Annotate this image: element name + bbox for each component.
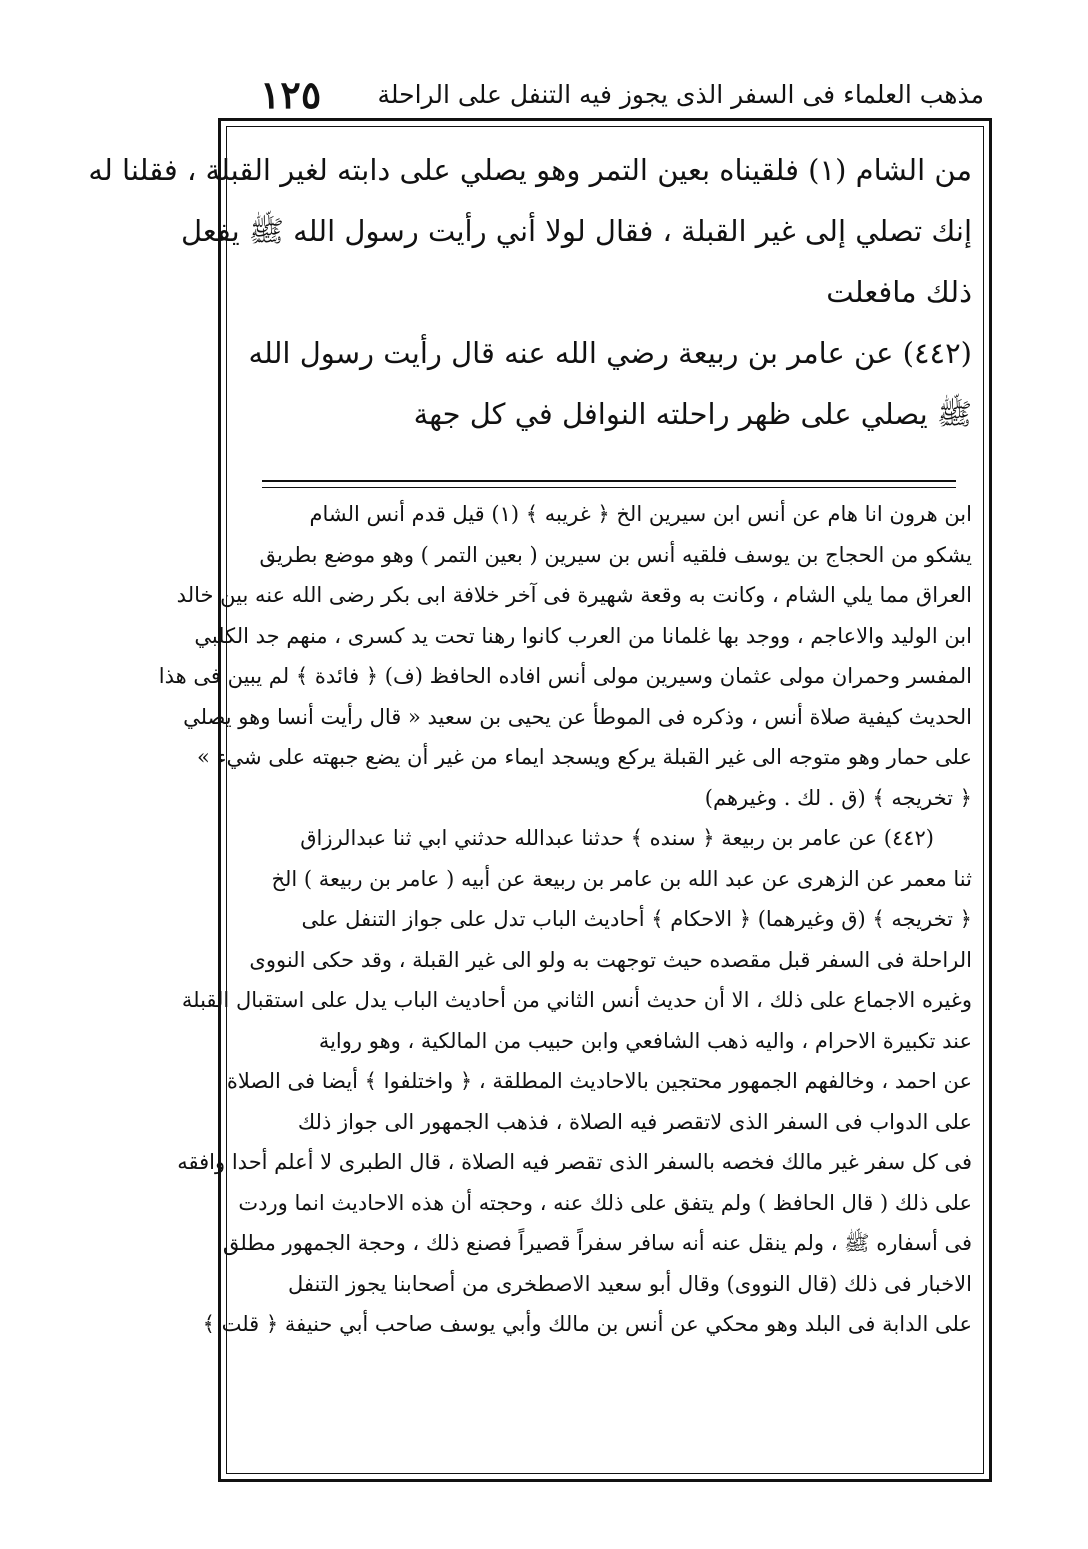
section-separator — [262, 480, 956, 488]
commentary-line: ﴿ تخريجه ﴾ (ق . لك . وغيرهم) — [704, 785, 972, 810]
commentary-line: على ذلك ( قال الحافظ ) ولم يتفق على ذلك عنه ، وحجته أن هذه الاحاديث انما وردت — [238, 1190, 972, 1215]
page-header — [226, 60, 984, 120]
commentary-section — [158, 494, 972, 1345]
commentary-line: على حمار وهو متوجه الى غير القبلة يركع ويسجد ايماء من غير أن يضع جبهته على شيء » — [197, 745, 972, 769]
commentary-line: عن احمد ، وخالفهم الجمهور محتجين بالاحاديث المطلقة ، ﴿ واختلفوا ﴾ أيضا فى الصلاة — [226, 1069, 972, 1093]
commentary-line: وغيره الاجماع على ذلك ، الا أن حديث أنس الثاني من أحاديث الباب يدل على استقبال القبلة — [181, 988, 972, 1012]
commentary-line: على الدابة فى البلد وهو محكي عن أنس بن مالك وأبي يوسف صاحب أبي حنيفة ﴿ قلت ﴾ — [202, 1312, 972, 1336]
commentary-line: ثنا معمر عن الزهرى عن عبد الله بن عامر بن ربيعة عن أبيه ( عامر بن ربيعة ) الخ — [271, 866, 972, 891]
commentary-line: الحديث كيفية صلاة أنس ، وذكره فى الموطأ عن يحيى بن سعيد « قال رأيت أنسا وهو يصلي — [183, 704, 972, 729]
commentary-line: ابن الوليد والاعاجم ، ووجد بها غلمانا من العرب كانوا رهنا تحت يد كسرى ، منهم جد الكلبي — [194, 623, 972, 648]
commentary-line: ﴿ تخريجه ﴾ (ق وغيرهما) ﴿ الاحكام ﴾ أحاديث الباب تدل على جواز التنفل على — [301, 907, 972, 931]
commentary-line: العراق مما يلي الشام ، وكانت به وقعة شهيرة فى آخر خلافة ابى بكر رضى الله عنه بين خالد — [176, 583, 972, 607]
running-title: مذهب العلماء فى السفر الذى يجوز فيه التنفل على الراحلة — [377, 80, 984, 109]
commentary-line: المفسر وحمران مولى عثمان وسيرين مولى أنس افاده الحافظ (ف) ﴿ فائدة ﴾ لم يبين فى هذا — [158, 664, 972, 688]
commentary-line: (٤٤٢) عن عامر بن ربيعة ﴿ سنده ﴾ حدثنا عبدالله حدثني ابي ثنا عبدالرزاق — [300, 826, 934, 850]
page-number: ١٢٥ — [260, 72, 322, 117]
commentary-line: فى كل سفر غير مالك فخصه بالسفر الذى تقصر فيه الصلاة ، قال الطبرى لا أعلم أحدا وافقه — [177, 1150, 972, 1174]
commentary-line: عند تكبيرة الاحرام ، واليه ذهب الشافعي وابن حبيب من المالكية ، وهو رواية — [318, 1028, 972, 1053]
commentary-line: ابن هرون انا هام عن أنس ابن سيرين الخ ﴿ غريبه ﴾ (١) قيل قدم أنس الشام — [309, 502, 972, 526]
hadith-line: إنك تصلي إلى غير القبلة ، فقال لولا أني رأيت رسول الله ﷺ يفعل — [180, 214, 972, 248]
commentary-line: يشكو من الحجاج بن يوسف فلقيه أنس بن سيرين ( بعين التمر ) وهو موضع بطريق — [259, 542, 972, 567]
hadith-line: ذلك مافعلت — [826, 275, 972, 309]
hadith-line: ﷺ يصلي على ظهر راحلته النوافل في كل جهة — [413, 397, 972, 431]
commentary-line: فى أسفاره ﷺ ، ولم ينقل عنه أنه سافر سفراً قصيراً فصنع ذلك ، وحجة الجمهور مطلق — [222, 1231, 972, 1255]
hadith-line: من الشام (١) فلقيناه بعين التمر وهو يصلي على دابته لغير القبلة ، فقلنا له — [88, 153, 972, 187]
hadith-line: (٤٤٢) عن عامر بن ربيعة رضي الله عنه قال رأيت رسول الله — [248, 336, 972, 370]
commentary-line: الاخبار فى ذلك (قال النووى) وقال أبو سعيد الاصطخرى من أصحابنا يجوز التنفل — [288, 1271, 972, 1296]
commentary-line: الراحلة فى السفر قبل مقصده حيث توجهت به ولو الى غير القبلة ، وقد حكى النووى — [249, 947, 972, 972]
commentary-line: على الدواب فى السفر الذى لاتقصر فيه الصلاة ، فذهب الجمهور الى جواز ذلك — [297, 1109, 972, 1134]
hadith-section — [88, 140, 972, 445]
